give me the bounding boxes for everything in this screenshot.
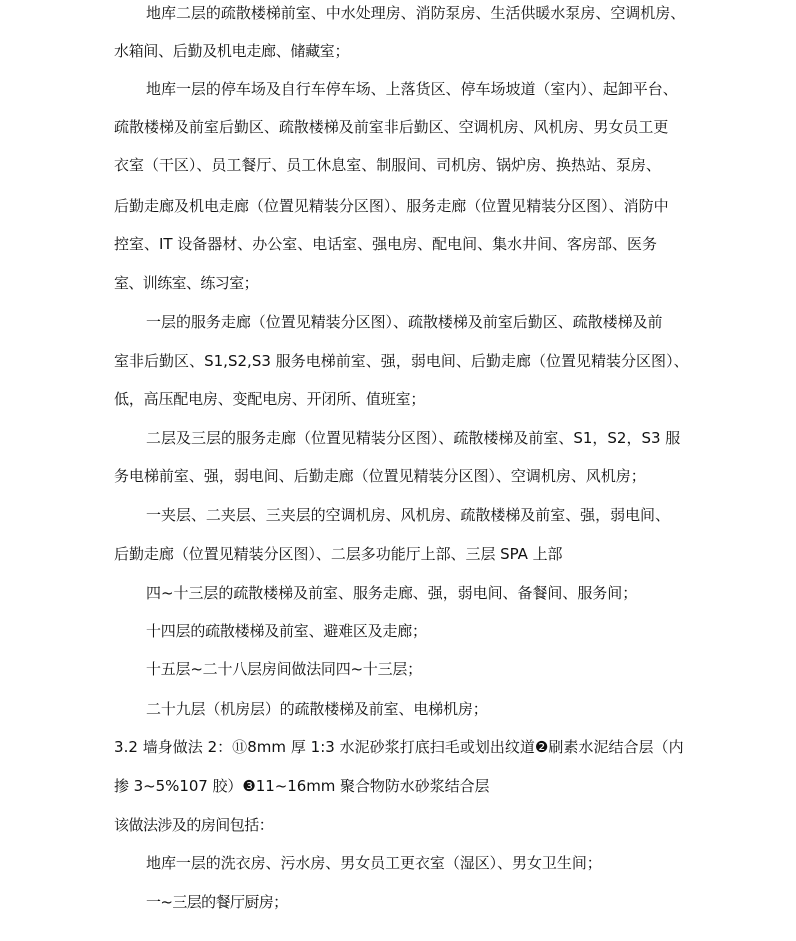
paragraph-line: 四~十三层的疏散楼梯及前室、服务走廊、强，弱电间、备餐间、服务间； [146, 584, 638, 602]
paragraph-line: 控室、IT 设备器材、办公室、电话室、强电房、配电间、集水井间、客房部、医务 [114, 235, 657, 253]
paragraph-line: 地库一层的洗衣房、污水房、男女员工更衣室（湿区）、男女卫生间； [146, 854, 602, 872]
paragraph-line: 一~三层的餐厅厨房； [146, 893, 288, 911]
paragraph-line: 地库一层的停车场及自行车停车场、上落货区、停车场坡道（室内）、起卸平台、 [146, 80, 678, 98]
paragraph-line: 十五层~二十八层房间做法同四~十三层； [146, 660, 422, 678]
paragraph-line: 十四层的疏散楼梯及前室、避难区及走廊； [146, 622, 427, 640]
paragraph-line: 后勤走廊（位置见精装分区图）、二层多功能厅上部、三层 SPA 上部 [114, 545, 563, 563]
paragraph-line: 低，高压配电房、变配电房、开闭所、值班室； [114, 390, 426, 408]
paragraph-line: 该做法涉及的房间包括： [114, 816, 274, 834]
paragraph-line: 室、训练室、练习室； [114, 274, 259, 292]
paragraph-line: 后勤走廊及机电走廊（位置见精装分区图）、服务走廊（位置见精装分区图）、消防中 [114, 197, 669, 215]
paragraph-line: 室非后勤区、S1,S2,S3 服务电梯前室、强，弱电间、后勤走廊（位置见精装分区图）、 [114, 352, 689, 370]
paragraph-line: 地库二层的疏散楼梯前室、中水处理房、消防泵房、生活供暖水泵房、空调机房、 [146, 4, 686, 22]
paragraph-line: 掺 3~5%107 胶）❸11~16mm 聚合物防水砂浆结合层 [114, 777, 490, 795]
paragraph-line: 二层及三层的服务走廊（位置见精装分区图）、疏散楼梯及前室、S1，S2，S3 服 [146, 429, 681, 447]
paragraph-line: 疏散楼梯及前室后勤区、疏散楼梯及前室非后勤区、空调机房、风机房、男女员工更 [114, 118, 669, 136]
paragraph-line: 一夹层、二夹层、三夹层的空调机房、风机房、疏散楼梯及前室、强，弱电间、 [146, 506, 671, 524]
paragraph-line: 务电梯前室、强，弱电间、后勤走廊（位置见精装分区图）、空调机房、风机房； [114, 467, 646, 485]
paragraph-line: 一层的服务走廊（位置见精装分区图）、疏散楼梯及前室后勤区、疏散楼梯及前 [146, 313, 663, 331]
paragraph-line: 二十九层（机房层）的疏散楼梯及前室、电梯机房； [146, 700, 488, 718]
section-heading-line: 3.2 墙身做法 2：⑪8mm 厚 1:3 水泥砂浆打底扫毛或划出纹道❷刷素水泥结合层（内 [114, 738, 684, 756]
paragraph-line: 衣室（干区）、员工餐厅、员工休息室、制服间、司机房、锅炉房、换热站、泵房、 [114, 156, 661, 174]
paragraph-line: 水箱间、后勤及机电走廊、储藏室； [114, 42, 350, 60]
